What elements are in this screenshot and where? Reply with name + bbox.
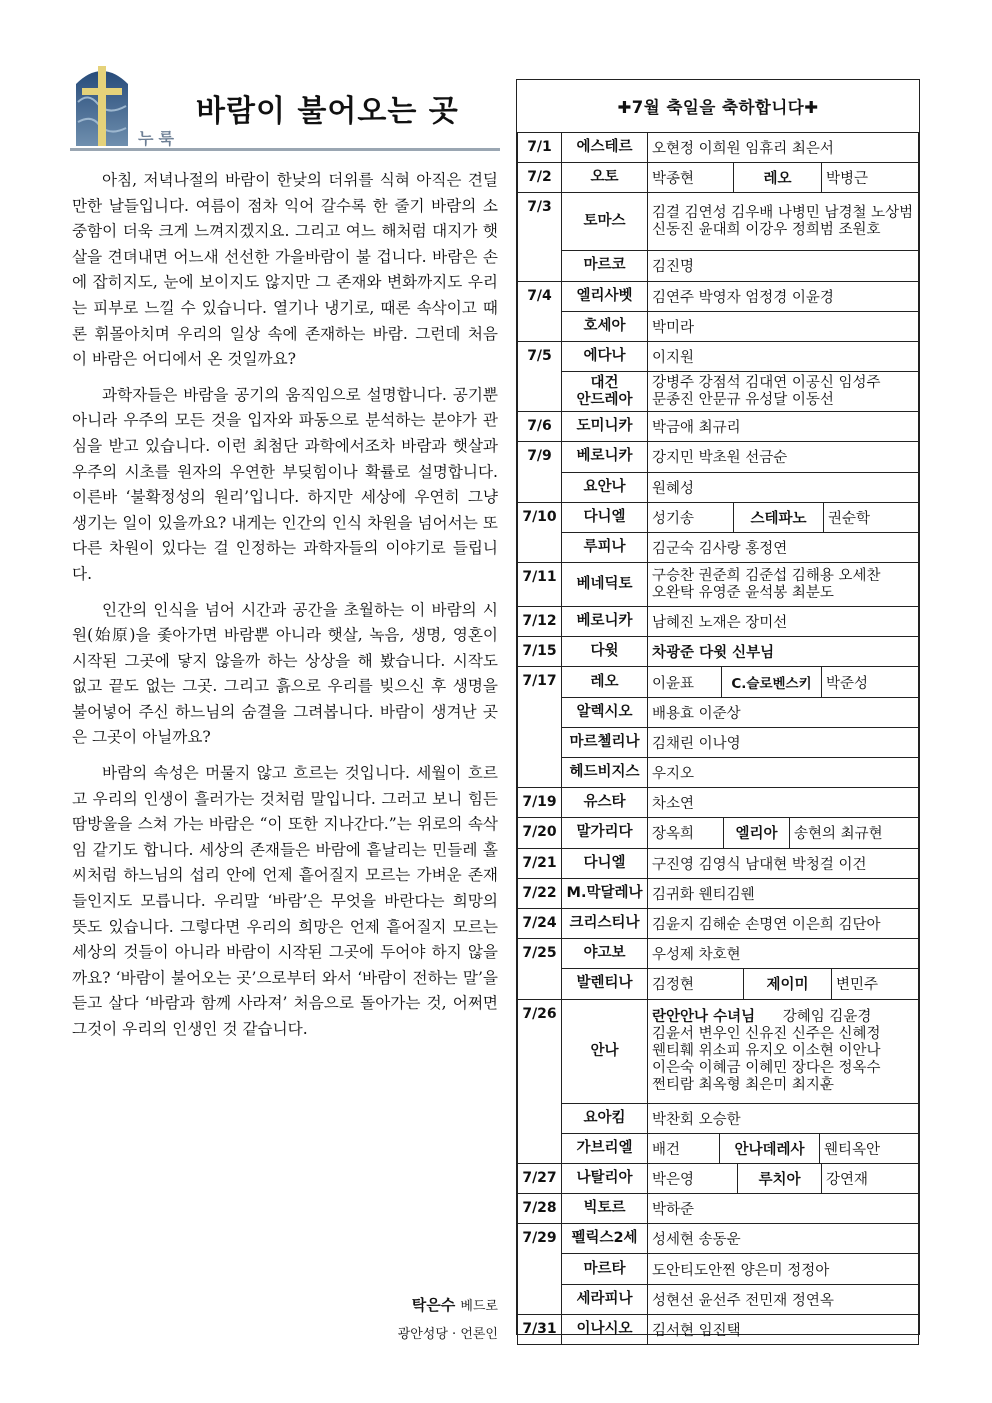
table-row bbox=[518, 607, 919, 637]
saint-name: C.슬로벤스키 bbox=[722, 667, 822, 696]
saint-name: 크리스티나 bbox=[562, 908, 648, 938]
table-row bbox=[518, 311, 919, 341]
feast-date: 7/29 bbox=[518, 1224, 562, 1315]
names-cell bbox=[648, 969, 919, 999]
names-cell bbox=[648, 667, 919, 697]
saint-name: 베로니카 bbox=[562, 442, 648, 472]
saint-name: 도미니카 bbox=[562, 412, 648, 442]
parishioner-names: 김진명 bbox=[648, 251, 919, 281]
parishioner-names: 차소연 bbox=[648, 788, 919, 818]
saint-name: 안나데레사 bbox=[720, 1134, 820, 1163]
table-row bbox=[518, 908, 919, 938]
parishioner-names: 김윤지 김해순 손명연 이은희 김단아 bbox=[648, 908, 919, 938]
saint-name: 호세아 bbox=[562, 311, 648, 341]
feast-date: 7/26 bbox=[518, 999, 562, 1163]
table-row bbox=[518, 939, 919, 969]
table-row bbox=[518, 999, 919, 1103]
saint-name: 안드레아 bbox=[576, 391, 633, 408]
saint-name: 가브리엘 bbox=[562, 1133, 648, 1163]
feast-date: 7/9 bbox=[518, 442, 562, 502]
column-name: 누룩 bbox=[138, 129, 179, 148]
saint-name: 제이미 bbox=[744, 969, 832, 998]
feast-date: 7/12 bbox=[518, 607, 562, 637]
saint-name: 토마스 bbox=[562, 193, 648, 251]
essay-paragraph: 아침, 저녁나절의 바람이 한낮의 더위를 식혀 아직은 견딜만한 날들입니다. 여름이 점차 익어 갈수록 한 줄기 바람의 소중함이 더욱 크게 느껴지겠지요. 그리고 여느 해처럼 대지가 햇살을 견뎌내면 어느새 선선한 가을바람이 불 겁니다. 바람은 손에 잡히지도, 눈에 보이지도 않지만 그 존재와 변화까지도 우리는 피부로 느낄 수 있습니다. 열기나 냉기로, 때론 속삭이고 때론 휘몰아치며 우리의 일상 속에 존재하는 바람. 그런데 처음 이 바람은 어디에서 온 것일까요? bbox=[72, 171, 498, 369]
table-row bbox=[518, 667, 919, 697]
table-row bbox=[518, 848, 919, 878]
table-row bbox=[518, 163, 919, 193]
parishioner-names: 차광준 다윗 신부님 bbox=[648, 637, 919, 667]
author-block bbox=[300, 1294, 498, 1342]
saint-name: 말가리다 bbox=[562, 818, 648, 848]
saint-name: 안나 bbox=[562, 999, 648, 1103]
parishioner-names: 배건 bbox=[648, 1134, 720, 1163]
table-row bbox=[518, 502, 919, 532]
feast-date: 7/25 bbox=[518, 939, 562, 999]
parishioner-names: 강병주 강점석 김대연 이공신 임성주 문종진 안문규 유성달 이동선 bbox=[648, 372, 919, 412]
parishioner-names: 김채린 이나영 bbox=[648, 727, 919, 757]
saint-name: 요아킴 bbox=[562, 1103, 648, 1133]
saint-name: 다니엘 bbox=[562, 502, 648, 532]
table-row bbox=[518, 341, 919, 371]
table-row bbox=[518, 563, 919, 607]
parishioner-names: 남혜진 노재은 장미선 bbox=[648, 607, 919, 637]
saint-name: 이나시오 bbox=[562, 1314, 648, 1344]
feast-date: 7/3 bbox=[518, 193, 562, 281]
feast-date: 7/5 bbox=[518, 341, 562, 411]
table-row bbox=[518, 969, 919, 999]
saint-name: 베네딕토 bbox=[562, 563, 648, 607]
column-header bbox=[70, 62, 500, 154]
feast-date: 7/6 bbox=[518, 412, 562, 442]
feast-date: 7/2 bbox=[518, 163, 562, 193]
parishioner-names: 성기송 bbox=[648, 503, 734, 532]
table-row bbox=[518, 788, 919, 818]
feast-date: 7/20 bbox=[518, 818, 562, 848]
author-affiliation: 광안성당 · 언론인 bbox=[397, 1327, 498, 1342]
table-row bbox=[518, 1284, 919, 1314]
parishioner-names: 우지오 bbox=[648, 758, 919, 788]
author-name: 탁은수 bbox=[411, 1296, 456, 1314]
parishioner-names: 박금애 최규리 bbox=[648, 412, 919, 442]
feast-date: 7/10 bbox=[518, 502, 562, 562]
parishioner-names: 배용효 이준상 bbox=[648, 697, 919, 727]
parishioner-names: 박종현 bbox=[648, 163, 734, 192]
table-row bbox=[518, 697, 919, 727]
saint-name: 레오 bbox=[562, 667, 648, 697]
feast-date: 7/31 bbox=[518, 1314, 562, 1344]
parishioner-names: 박찬회 오승한 bbox=[648, 1103, 919, 1133]
cross-window-logo-icon bbox=[74, 62, 130, 146]
names-cell bbox=[648, 1133, 919, 1163]
author-baptismal-name: 베드로 bbox=[460, 1299, 498, 1314]
saint-name: 펠릭스2세 bbox=[562, 1224, 648, 1254]
saint-name: 요안나 bbox=[562, 472, 648, 502]
saint-name: 야고보 bbox=[562, 939, 648, 969]
names-cell bbox=[648, 163, 919, 193]
parishioner-names: 김정현 bbox=[648, 969, 744, 998]
saint-name: 빅토르 bbox=[562, 1194, 648, 1224]
parishioner-names: 성세현 송동운 bbox=[648, 1224, 919, 1254]
parishioner-names: 김연주 박영자 엄정경 이윤경 bbox=[648, 281, 919, 311]
feast-day-table bbox=[517, 132, 919, 1345]
table-row bbox=[518, 412, 919, 442]
saint-name: 에다나 bbox=[562, 341, 648, 371]
table-row bbox=[518, 442, 919, 472]
names-cell bbox=[648, 1163, 919, 1193]
table-row bbox=[518, 1194, 919, 1224]
essay-paragraph: 과학자들은 바람을 공기의 움직임으로 설명합니다. 공기뿐 아니라 우주의 모든 것을 입자와 파동으로 분석하는 분야가 관심을 받고 있습니다. 이런 최첨단 과학에서조차 바람과 햇살과 우주의 시초를 원자의 우연한 부딪힘이나 확률로 설명합니다. 이른바 ‘불확정성의 원리’입니다. 하지만 세상에 우연히 그냥 생기는 일이 있을까요? 내게는 인간의 인식 차원을 넘어서는 또 다른 차원이 있다는 걸 인정하는 과학자들의 이야기로 들립니다. bbox=[72, 385, 498, 583]
parishioner-names: 김결 김연성 김우배 나병민 남경철 노상범 신동진 윤대희 이강우 정희범 조원호 bbox=[648, 193, 919, 251]
parishioner-names: 박은영 bbox=[648, 1164, 738, 1193]
saint-name: 헤드비지스 bbox=[562, 758, 648, 788]
table-row bbox=[518, 1254, 919, 1284]
parishioner-names: 원혜성 bbox=[648, 472, 919, 502]
saint-name: 마르코 bbox=[562, 251, 648, 281]
parishioner-names: 강지민 박초원 선금순 bbox=[648, 442, 919, 472]
parishioner-names: 변민주 bbox=[836, 977, 879, 994]
table-row bbox=[518, 637, 919, 667]
table-row bbox=[518, 878, 919, 908]
saint-name: 세라피나 bbox=[562, 1284, 648, 1314]
saint-name: 오토 bbox=[562, 163, 648, 193]
parishioner-names: 권순학 bbox=[828, 510, 871, 527]
parishioner-names: 송현의 최규현 bbox=[794, 826, 883, 843]
feast-date: 7/21 bbox=[518, 848, 562, 878]
table-row bbox=[518, 251, 919, 281]
table-row bbox=[518, 193, 919, 251]
feast-date: 7/17 bbox=[518, 667, 562, 788]
parishioner-names: 란안안나 수녀님 bbox=[652, 1008, 756, 1025]
parishioner-names: 이윤표 bbox=[648, 667, 722, 696]
essay-paragraph: 바람의 속성은 머물지 않고 흐르는 것입니다. 세월이 흐르고 우리의 인생이 흘러가는 것처럼 말입니다. 그러고 보니 힘든 땀방울을 스쳐 가는 바람은 “이 또한 지나간다.”는 위로의 속삭임 같기도 합니다. 세상의 존재들은 바람에 흩날리는 민들레 홀씨처럼 하느님의 섭리 안에 언제 흩어질지 모르는 가벼운 존재들인지도 모릅니다. 우리말 ‘바람’은 무엇을 바란다는 희망의 뜻도 있습니다. 그렇다면 우리의 희망은 언제 흩어질지 모르는 세상의 것들이 아니라 바람이 시작된 그곳에 두어야 하지 않을까요? ‘바람이 불어오는 곳’으로부터 와서 ‘바람이 전하는 말’을 듣고 살다 ‘바람과 함께 사라져’ 처음으로 돌아가는 것, 어쩌면 그것이 우리의 인생인 것 같습니다. bbox=[72, 764, 498, 1038]
table-row bbox=[518, 818, 919, 848]
saint-name: M.막달레나 bbox=[562, 878, 648, 908]
parishioner-names: 이지원 bbox=[648, 341, 919, 371]
table-row bbox=[518, 1133, 919, 1163]
feast-day-box bbox=[516, 79, 920, 1339]
table-row bbox=[518, 1103, 919, 1133]
parishioner-names: 성현선 윤선주 전민재 정연옥 bbox=[648, 1284, 919, 1314]
parishioner-names: 강연재 bbox=[826, 1171, 869, 1188]
parishioner-names: 구진영 김영식 남대현 박청걸 이건 bbox=[648, 848, 919, 878]
feast-date: 7/22 bbox=[518, 878, 562, 908]
feast-date: 7/4 bbox=[518, 281, 562, 341]
saint-name: 레오 bbox=[734, 163, 822, 192]
saint-name: 루피나 bbox=[562, 532, 648, 562]
parishioner-names: 도안티도안찐 양은미 정정아 bbox=[648, 1254, 919, 1284]
saint-name-two-line bbox=[562, 372, 648, 412]
saint-name: 유스타 bbox=[562, 788, 648, 818]
saint-name: 스테파노 bbox=[734, 503, 824, 532]
saint-name: 엘리아 bbox=[724, 818, 790, 847]
table-row bbox=[518, 758, 919, 788]
names-cell bbox=[648, 999, 919, 1103]
table-row bbox=[518, 1314, 919, 1344]
saint-name: 마르첼리나 bbox=[562, 727, 648, 757]
table-row bbox=[518, 1163, 919, 1193]
saint-name: 알렉시오 bbox=[562, 697, 648, 727]
table-row bbox=[518, 1224, 919, 1254]
saint-name: 루치아 bbox=[738, 1164, 822, 1193]
parishioner-names: 웬티옥안 bbox=[824, 1141, 881, 1158]
parishioner-names: 박준성 bbox=[826, 675, 869, 692]
saint-name: 다니엘 bbox=[562, 848, 648, 878]
parishioner-names: 박하준 bbox=[648, 1194, 919, 1224]
feast-date: 7/19 bbox=[518, 788, 562, 818]
saint-name: 나탈리아 bbox=[562, 1163, 648, 1193]
parishioner-names: 김군숙 김사랑 홍정연 bbox=[648, 532, 919, 562]
feast-date: 7/11 bbox=[518, 563, 562, 607]
feast-date: 7/27 bbox=[518, 1163, 562, 1193]
parishioner-names: 김귀화 웬티김웬 bbox=[648, 878, 919, 908]
essay-paragraph: 인간의 인식을 넘어 시간과 공간을 초월하는 이 바람의 시원(始原)을 좇아가면 바람뿐 아니라 햇살, 녹음, 생명, 영혼이 시작된 그곳에 닿지 않을까 하는 상상을 해 봤습니다. 시작도 없고 끝도 없는 그곳. 그리고 흙으로 우리를 빚으신 후 생명을 불어넣어 주신 하느님의 숨결을 그려봅니다. 바람이 생겨난 곳은 그곳이 아닐까요? bbox=[72, 600, 498, 747]
parishioner-names: 오현정 이희원 임휴리 최은서 bbox=[648, 133, 919, 163]
table-row bbox=[518, 372, 919, 412]
header-divider bbox=[70, 148, 500, 151]
parishioner-names: 박병근 bbox=[826, 171, 869, 188]
table-row bbox=[518, 472, 919, 502]
parishioner-names: 김서현 임진택 bbox=[648, 1314, 919, 1344]
feast-date: 7/24 bbox=[518, 908, 562, 938]
saint-name: 대건 bbox=[590, 374, 619, 391]
table-row bbox=[518, 133, 919, 163]
table-row bbox=[518, 532, 919, 562]
names-cell bbox=[648, 818, 919, 848]
saint-name: 에스테르 bbox=[562, 133, 648, 163]
feast-date: 7/1 bbox=[518, 133, 562, 163]
page-title: 바람이 불어오는 곳 bbox=[196, 94, 459, 129]
feast-date: 7/28 bbox=[518, 1194, 562, 1224]
table-row bbox=[518, 281, 919, 311]
table-row bbox=[518, 727, 919, 757]
saint-name: 베로니카 bbox=[562, 607, 648, 637]
essay-body bbox=[72, 168, 498, 1053]
feast-date: 7/15 bbox=[518, 637, 562, 667]
saint-name: 엘리사벳 bbox=[562, 281, 648, 311]
parishioner-names: 우성제 차호현 bbox=[648, 939, 919, 969]
parishioner-names: 강혜임 김윤경 김윤서 변우인 신유진 신주은 신혜정 웬티훼 위소피 유지오 이소현 이안나 이은숙 이혜금 이혜민 장다은 정옥수 쩐티람 최옥형 최은미 최지훈 bbox=[652, 1008, 881, 1093]
saint-name: 발렌티나 bbox=[562, 969, 648, 999]
feast-heading: ✚7월 축일을 축하합니다✚ bbox=[617, 98, 819, 117]
saint-name: 다윗 bbox=[562, 637, 648, 667]
parishioner-names: 구승찬 권준희 김준섭 김해용 오세찬 오완탁 유영준 윤석봉 최분도 bbox=[648, 563, 919, 607]
parishioner-names: 장옥희 bbox=[648, 818, 724, 847]
saint-name: 마르타 bbox=[562, 1254, 648, 1284]
names-cell bbox=[648, 502, 919, 532]
parishioner-names: 박미라 bbox=[648, 311, 919, 341]
